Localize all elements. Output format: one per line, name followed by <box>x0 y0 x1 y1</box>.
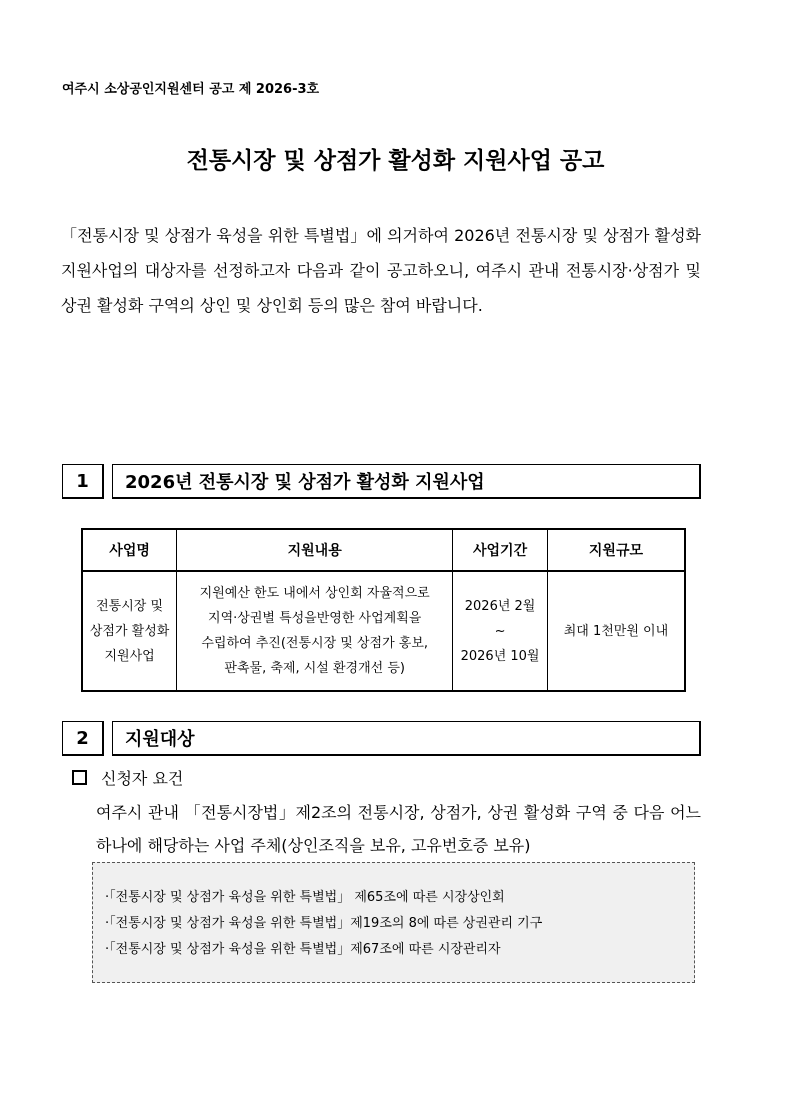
eligible-organizations-box <box>92 862 695 983</box>
section-1-number: 1 <box>62 464 104 499</box>
cell-program-period: 2026년 2월 ~ 2026년 10월 <box>453 571 548 691</box>
header-support-scale: 지원규모 <box>547 529 685 571</box>
section-1-title: 2026년 전통시장 및 상점가 활성화 지원사업 <box>112 464 701 499</box>
header-program-period: 사업기간 <box>453 529 548 571</box>
section-2-title: 지원대상 <box>112 721 701 756</box>
cell-support-content: 지원예산 한도 내에서 상인회 자율적으로 지역·상권별 특성을반영한 사업계획을 수립하여 추진(전통시장 및 상점가 홍보, 판촉물, 축제, 시설 환경개선 등) <box>177 571 453 691</box>
cell-program-name: 전통시장 및 상점가 활성화 지원사업 <box>82 571 177 691</box>
table-header-row <box>82 529 685 571</box>
table-row <box>82 571 685 691</box>
checkbox-icon <box>72 770 87 785</box>
page-title: 전통시장 및 상점가 활성화 지원사업 공고 <box>186 148 605 174</box>
header-support-content: 지원내용 <box>177 529 453 571</box>
list-item: ·「전통시장 및 상점가 육성을 위한 특별법」제19조의 8에 따른 상권관리 기구 <box>105 916 543 931</box>
program-table <box>81 528 686 692</box>
notice-number: 여주시 소상공인지원센터 공고 제 2026-3호 <box>62 82 320 97</box>
list-item: ·「전통시장 및 상점가 육성을 위한 특별법」 제65조에 따른 시장상인회 <box>105 890 505 905</box>
list-item: ·「전통시장 및 상점가 육성을 위한 특별법」제67조에 따른 시장관리자 <box>105 942 501 957</box>
requirement-heading-label: 신청자 요건 <box>101 769 184 788</box>
requirement-heading <box>72 766 183 789</box>
cell-support-scale: 최대 1천만원 이내 <box>547 571 685 691</box>
header-program-name: 사업명 <box>82 529 177 571</box>
requirement-text: 여주시 관내 「전통시장법」제2조의 전통시장, 상점가, 상권 활성화 구역 중 다음 어느 하나에 해당하는 사업 주체(상인조직을 보유, 고유번호증 보유) <box>96 803 701 855</box>
section-2-number: 2 <box>62 721 104 756</box>
intro-paragraph: 「전통시장 및 상점가 육성을 위한 특별법」에 의거하여 2026년 전통시장 및 상점가 활성화 지원사업의 대상자를 선정하고자 다음과 같이 공고하오니, 여주시 관내 전통시장·상점가 및 상권 활성화 구역의 상인 및 상인회 등의 많은 참여 바랍니다. <box>61 226 701 315</box>
